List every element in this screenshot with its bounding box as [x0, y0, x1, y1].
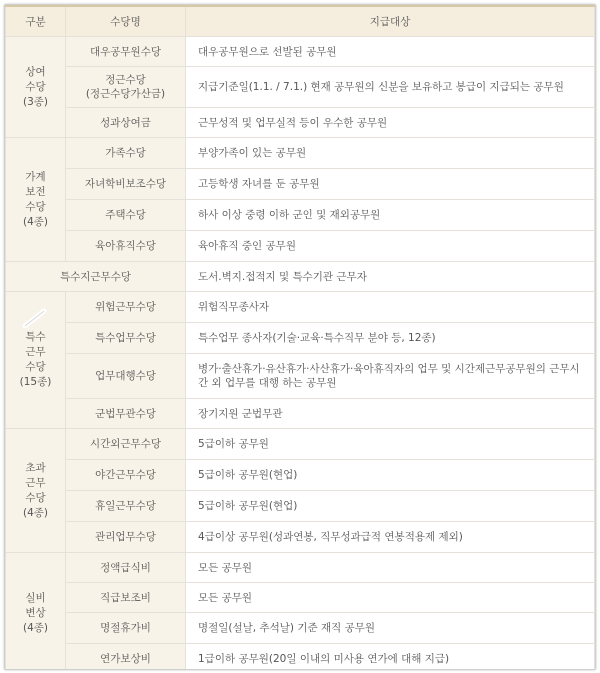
- table-row: [6, 200, 595, 231]
- header-category: 구분: [6, 6, 66, 37]
- allowance-name: 연가보상비: [66, 644, 186, 671]
- table-row: [6, 323, 595, 354]
- target-cell: 대우공무원으로 선발된 공무원: [186, 37, 595, 67]
- allowance-name: 대우공무원수당: [66, 37, 186, 67]
- allowance-name: 가족수당: [66, 138, 186, 169]
- target-cell: 부양가족이 있는 공무원: [186, 138, 595, 169]
- table-row: [6, 429, 595, 460]
- target-cell: 병가·출산휴가·유산휴가·사산휴가·육아휴직자의 업무 및 시간제근무공무원의 근무시간 외 업무를 대행 하는 공무원: [186, 354, 595, 399]
- table-row: [6, 138, 595, 169]
- target-cell: 위험직무종사자: [186, 292, 595, 323]
- category-cell: 초과 근무 수당 (4종): [6, 429, 66, 553]
- allowance-table: [5, 5, 595, 670]
- target-cell: 특수업무 종사자(기술·교육·특수직무 분야 등, 12종): [186, 323, 595, 354]
- target-cell: 5급이하 공무원: [186, 429, 595, 460]
- allowance-table-frame: [4, 4, 596, 670]
- target-cell: 모든 공무원: [186, 583, 595, 613]
- target-cell: 고등학생 자녀를 둔 공무원: [186, 169, 595, 200]
- allowance-name: [66, 67, 186, 108]
- header-allowance-name: 수당명: [66, 6, 186, 37]
- allowance-name: 정액급식비: [66, 553, 186, 583]
- allowance-name: 위험근무수당: [66, 292, 186, 323]
- target-cell: 5급이하 공무원(현업): [186, 491, 595, 522]
- allowance-name: 자녀학비보조수당: [66, 169, 186, 200]
- header-row: [6, 6, 595, 37]
- table-row: [6, 37, 595, 67]
- table-row: [6, 553, 595, 583]
- table-row: [6, 231, 595, 262]
- table-row: [6, 522, 595, 553]
- table-row: [6, 67, 595, 108]
- target-cell: 근무성적 및 업무실적 등이 우수한 공무원: [186, 108, 595, 138]
- allowance-name-merged: 특수지근무수당: [6, 262, 186, 292]
- allowance-name: 직급보조비: [66, 583, 186, 613]
- allowance-name: 주택수당: [66, 200, 186, 231]
- table-row: [6, 583, 595, 613]
- target-cell: 4급이상 공무원(성과연봉, 직무성과급적 연봉적용제 제외): [186, 522, 595, 553]
- target-cell: 육아휴직 중인 공무원: [186, 231, 595, 262]
- table-row: [6, 460, 595, 491]
- allowance-name-sub: (정근수당가산금): [85, 88, 166, 100]
- table-row: [6, 108, 595, 138]
- table-row: [6, 292, 595, 323]
- table-row: [6, 399, 595, 429]
- allowance-name: 육아휴직수당: [66, 231, 186, 262]
- target-cell: 1급이하 공무원(20일 이내의 미사용 연가에 대해 지급): [186, 644, 595, 671]
- table-row: [6, 354, 595, 399]
- category-cell: 상여 수당 (3종): [6, 37, 66, 138]
- target-cell: 지급기준일(1.1. / 7.1.) 현재 공무원의 신분을 보유하고 봉급이 지급되는 공무원: [186, 67, 595, 108]
- allowance-name: 성과상여금: [66, 108, 186, 138]
- allowance-name: 특수업무수당: [66, 323, 186, 354]
- target-cell: 하사 이상 중령 이하 군인 및 재외공무원: [186, 200, 595, 231]
- category-cell: 가계 보전 수당 (4종): [6, 138, 66, 262]
- allowance-name-main: 정근수당: [105, 74, 146, 86]
- table-row: [6, 491, 595, 522]
- table-row: [6, 169, 595, 200]
- target-cell: 모든 공무원: [186, 553, 595, 583]
- table-row: [6, 613, 595, 644]
- allowance-name: 시간외근무수당: [66, 429, 186, 460]
- allowance-name: 군법무관수당: [66, 399, 186, 429]
- allowance-name: 휴일근무수당: [66, 491, 186, 522]
- header-target: 지급대상: [186, 6, 595, 37]
- target-cell: 도서.벽지.접적지 및 특수기관 근무자: [186, 262, 595, 292]
- table-row: [6, 644, 595, 671]
- table-row: [6, 262, 595, 292]
- category-cell: 실비 변상 (4종): [6, 553, 66, 671]
- target-cell: 5급이하 공무원(현업): [186, 460, 595, 491]
- allowance-name: 업무대행수당: [66, 354, 186, 399]
- allowance-name: 야간근무수당: [66, 460, 186, 491]
- target-cell: 명절일(설날, 추석날) 기준 재직 공무원: [186, 613, 595, 644]
- allowance-name: 관리업무수당: [66, 522, 186, 553]
- allowance-name: 명절휴가비: [66, 613, 186, 644]
- target-cell: 장기지원 군법무관: [186, 399, 595, 429]
- category-cell: 특수 근무 수당 (15종): [6, 292, 66, 429]
